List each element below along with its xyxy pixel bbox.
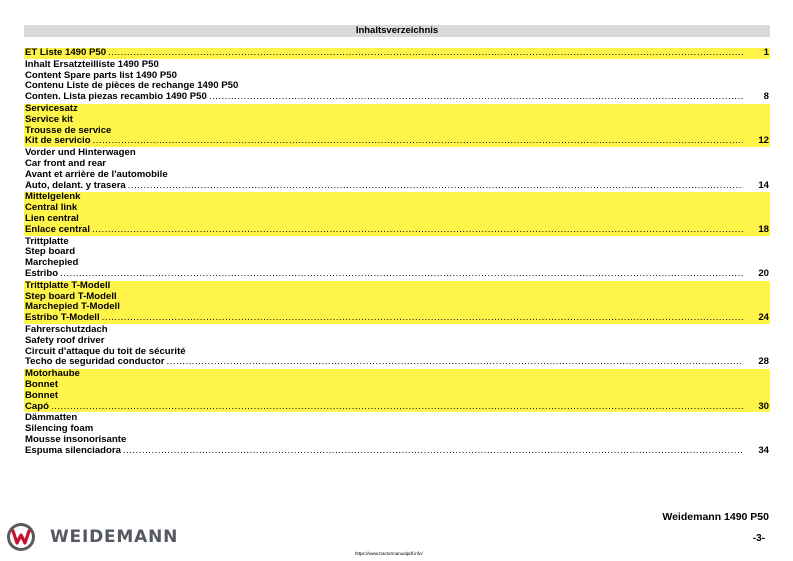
toc-entry-leader-row [24,402,770,413]
toc-entry-title: Conten. Lista piezas recambio 1490 P50 [25,91,207,103]
toc-page-number: 14 [758,179,769,191]
toc-entry-leader-row [24,357,770,368]
dot-leader [51,402,743,413]
toc-entry-title: Trittplatte [25,235,69,247]
brand-logo [6,522,178,552]
toc-entry-title: Bonnet [25,378,59,390]
toc-entry-leader-row [24,269,770,280]
dot-leader [123,446,743,457]
dot-leader [93,136,743,147]
toc-entry-title: Inhalt Ersatzteilliste 1490 P50 [25,58,159,70]
toc-entry[interactable] [24,104,770,147]
toc-page-number: 8 [763,91,769,103]
toc-entry-title: Circuit d'attaque du toit de sécurité [25,345,186,357]
toc-entry-title: ET Liste 1490 P50 [25,47,107,58]
toc-entry-title: Servicesatz [25,102,78,114]
toc-entry[interactable] [24,237,770,280]
toc-entry-title: Content Spare parts list 1490 P50 [25,69,177,81]
weidemann-logo-icon [6,522,36,552]
toc-entry-leader-row [24,181,770,192]
toc-entry-leader-row [24,92,770,103]
toc-entry[interactable] [24,148,770,191]
toc-entry-title: Central link [25,202,78,214]
toc-entry-title: Bonnet [25,389,59,401]
dot-leader [209,92,743,103]
dot-leader [128,181,743,192]
toc-page-number: 30 [758,400,769,412]
toc-entry-title: Marchepied T-Modell [25,301,120,313]
toc-entry-leader-row [24,446,770,457]
brand-wordmark: WEIDEMANN [50,527,179,547]
dot-leader [166,357,743,368]
page-title: Inhaltsverzeichnis [24,25,770,37]
toc-entry-title: Marchepied [25,257,79,269]
toc-entry-title: Step board [25,246,76,258]
toc-entry-title: Capó [25,400,49,412]
toc-entry-title: Espuma silenciadora [25,444,121,456]
toc-page-number: 34 [758,444,769,456]
toc-entry-leader-row [24,48,770,59]
toc-entry[interactable] [24,369,770,412]
toc-entry-title: Estribo T-Modell [25,312,100,324]
table-of-contents [24,48,770,457]
toc-entry-title: Contenu Liste de pièces de rechange 1490 P50 [25,80,239,92]
toc-entry-title: Motorhaube [25,368,80,380]
footer-model: Weidemann 1490 P50 [662,511,769,523]
toc-entry-title: Step board T-Modell [25,290,117,302]
dot-leader [108,48,743,59]
toc-entry-title: Service kit [25,113,74,125]
toc-page-number: 24 [758,312,769,324]
toc-page-number: 1 [763,47,769,58]
dot-leader [102,313,743,324]
toc-entry[interactable] [24,413,770,456]
toc-page-number: 18 [758,223,769,235]
toc-entry[interactable] [24,48,770,59]
toc-entry-title: Estribo [25,267,59,279]
toc-entry-title: Techo de seguridad conductor [25,356,165,368]
toc-entry-leader-row [24,136,770,147]
toc-entry-title: Car front and rear [25,157,107,169]
toc-entry[interactable] [24,60,770,103]
toc-entry[interactable] [24,192,770,235]
toc-entry-title: Mousse insonorisante [25,433,127,445]
entry-gap [24,456,770,457]
toc-entry-title: Fahrerschutzdach [25,323,108,335]
dot-leader [92,225,743,236]
page-number: -3- [752,533,765,544]
toc-page-number: 12 [758,135,769,147]
dot-leader [60,269,743,280]
toc-page-number: 20 [758,267,769,279]
toc-entry-title: Enlace central [25,223,91,235]
toc-entry-title: Lien central [25,212,79,224]
toc-entry-title: Safety roof driver [25,334,105,346]
toc-entry-title: Avant et arrière de l'automobile [25,168,168,180]
toc-entry-title: Mittelgelenk [25,191,81,203]
toc-entry-leader-row [24,313,770,324]
toc-entry[interactable] [24,325,770,368]
toc-entry[interactable] [24,281,770,324]
toc-entry-title: Vorder und Hinterwagen [25,147,136,159]
toc-entry-leader-row [24,225,770,236]
toc-entry-title: Silencing foam [25,423,94,435]
source-url[interactable]: https://www.tractormanualpdf.info/ [355,551,423,556]
toc-entry-title: Auto, delant. y trasera [25,179,126,191]
toc-entry-title: Dämmatten [25,412,78,424]
toc-entry-title: Kit de servicio [25,135,91,147]
toc-page-number: 28 [758,356,769,368]
toc-entry-title: Trousse de service [25,124,112,136]
toc-entry-title: Trittplatte T-Modell [25,279,111,291]
